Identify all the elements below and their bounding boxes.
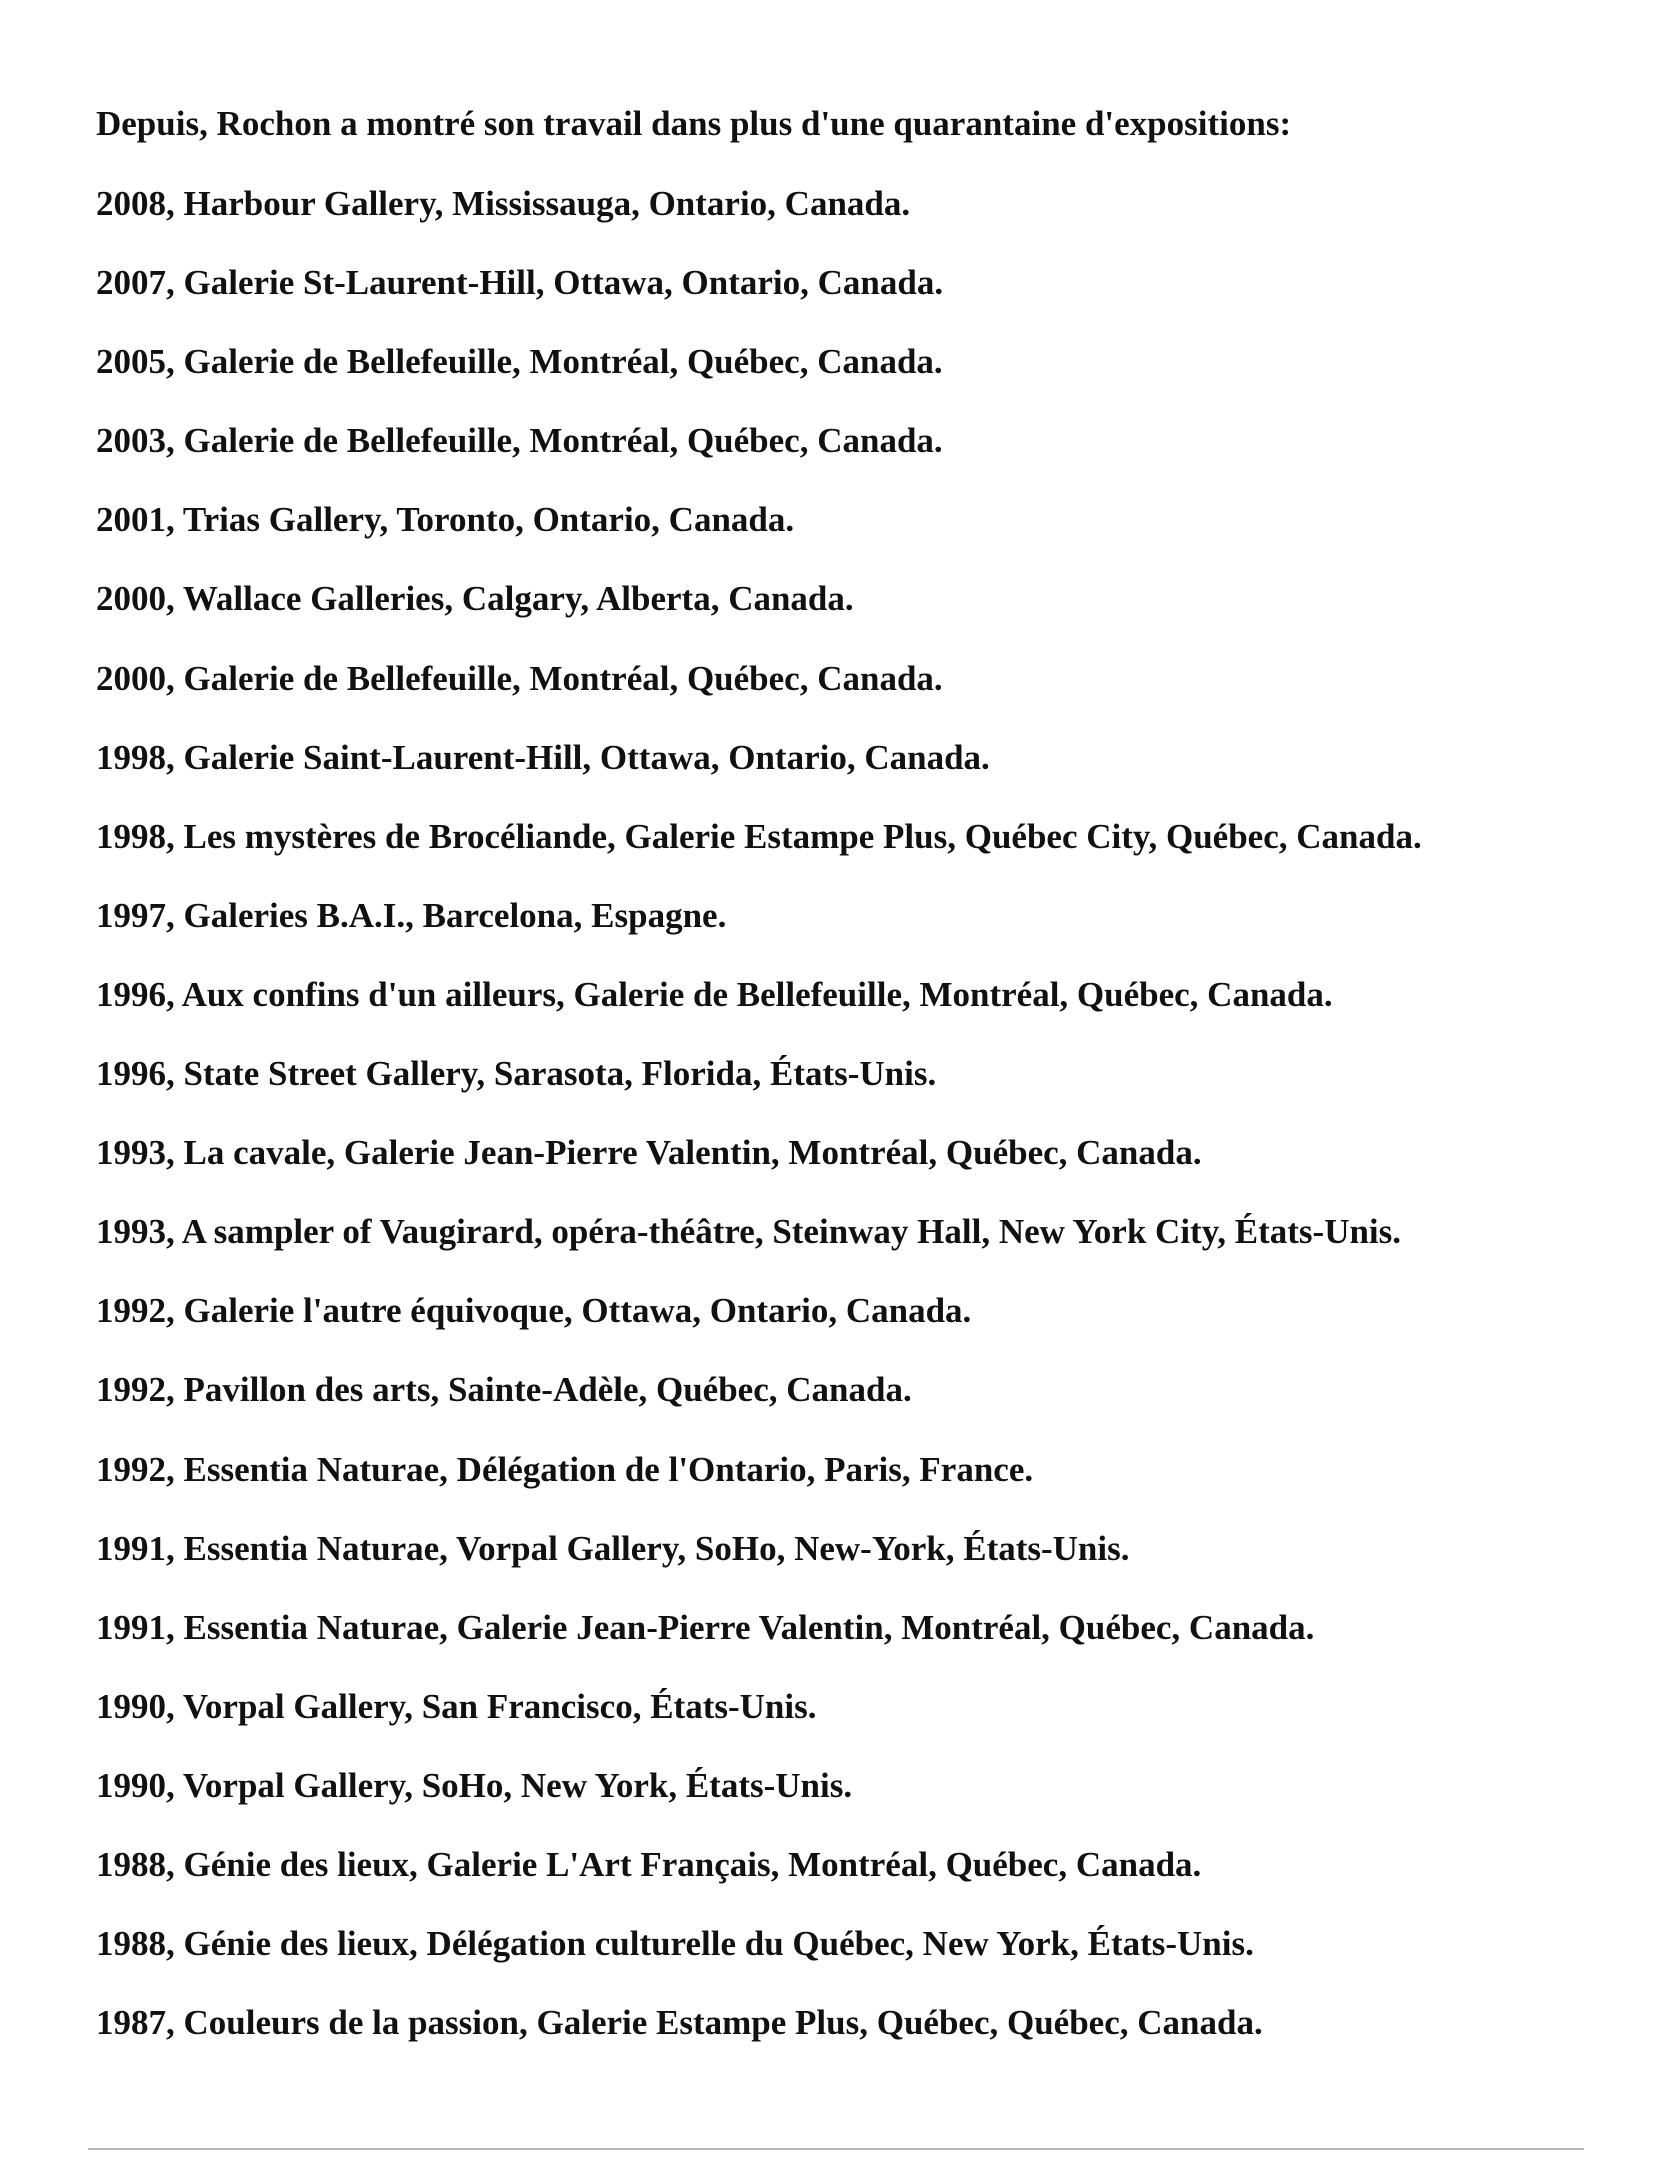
exhibition-item: 1990, Vorpal Gallery, San Francisco, États-Unis. bbox=[96, 1686, 817, 1726]
exhibition-item: 1991, Essentia Naturae, Galerie Jean-Pierre Valentin, Montréal, Québec, Canada. bbox=[96, 1607, 1315, 1647]
exhibition-item: 1992, Essentia Naturae, Délégation de l'Ontario, Paris, France. bbox=[96, 1449, 1034, 1489]
exhibition-item: 1997, Galeries B.A.I., Barcelona, Espagne. bbox=[96, 895, 727, 935]
exhibition-item: 2000, Galerie de Bellefeuille, Montréal, Québec, Canada. bbox=[96, 658, 943, 698]
exhibition-list bbox=[96, 182, 1422, 2080]
exhibition-item: 1998, Les mystères de Brocéliande, Galerie Estampe Plus, Québec City, Québec, Canada. bbox=[96, 816, 1422, 856]
exhibition-item: 1998, Galerie Saint-Laurent-Hill, Ottawa, Ontario, Canada. bbox=[96, 737, 990, 777]
exhibition-item: 1990, Vorpal Gallery, SoHo, New York, États-Unis. bbox=[96, 1765, 853, 1805]
exhibition-item: 1987, Couleurs de la passion, Galerie Estampe Plus, Québec, Québec, Canada. bbox=[96, 2003, 1263, 2043]
exhibition-item: 1993, La cavale, Galerie Jean-Pierre Valentin, Montréal, Québec, Canada. bbox=[96, 1133, 1202, 1173]
exhibition-item: 2000, Wallace Galleries, Calgary, Alberta, Canada. bbox=[96, 579, 854, 619]
exhibition-item: 2008, Harbour Gallery, Mississauga, Ontario, Canada. bbox=[96, 184, 911, 223]
exhibition-item: 1993, A sampler of Vaugirard, opéra-théâtre, Steinway Hall, New York City, États-Unis. bbox=[96, 1212, 1402, 1252]
exhibition-item: 2007, Galerie St-Laurent-Hill, Ottawa, Ontario, Canada. bbox=[96, 263, 944, 303]
footer-rule bbox=[88, 2148, 1584, 2150]
exhibition-item: 1996, Aux confins d'un ailleurs, Galerie de Bellefeuille, Montréal, Québec, Canada. bbox=[96, 974, 1333, 1014]
exhibition-item: 2005, Galerie de Bellefeuille, Montréal, Québec, Canada. bbox=[96, 342, 943, 382]
exhibition-item: 1996, State Street Gallery, Sarasota, Florida, États-Unis. bbox=[96, 1054, 937, 1094]
intro-paragraph: Depuis, Rochon a montré son travail dans plus d'une quarantaine d'expositions: bbox=[96, 104, 1292, 143]
exhibition-item: 2001, Trias Gallery, Toronto, Ontario, Canada. bbox=[96, 500, 795, 540]
exhibition-item: 1988, Génie des lieux, Délégation culturelle du Québec, New York, États-Unis. bbox=[96, 1924, 1254, 1964]
exhibition-item: 1988, Génie des lieux, Galerie L'Art Français, Montréal, Québec, Canada. bbox=[96, 1844, 1202, 1884]
exhibition-item: 2003, Galerie de Bellefeuille, Montréal, Québec, Canada. bbox=[96, 421, 943, 461]
exhibition-item: 1992, Pavillon des arts, Sainte-Adèle, Québec, Canada. bbox=[96, 1370, 912, 1410]
exhibition-item: 1991, Essentia Naturae, Vorpal Gallery, SoHo, New-York, États-Unis. bbox=[96, 1528, 1130, 1568]
exhibition-item: 1992, Galerie l'autre équivoque, Ottawa, Ontario, Canada. bbox=[96, 1291, 972, 1331]
